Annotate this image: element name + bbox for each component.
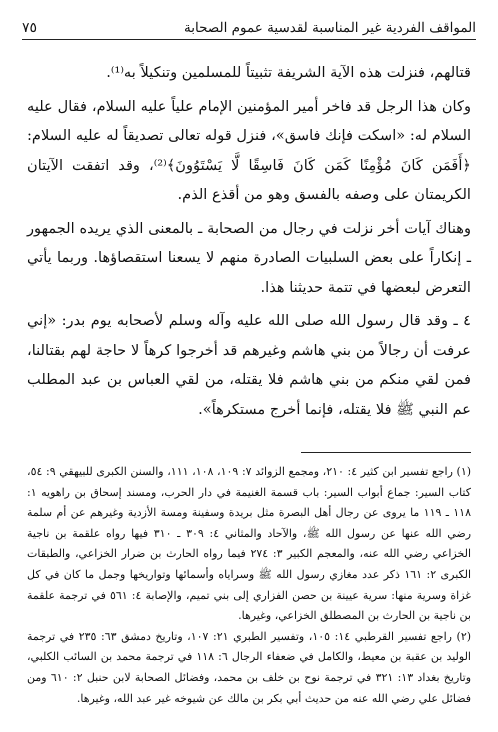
paragraph: وكان هذا الرجل قد فاخر أمير المؤمنين الإمام علياً عليه السلام، فقال عليه السلام له: «اسكت فإنك فاسق»، فنزل قوله تعالى تصديقاً له عليه السلام: ﴿أَفَمَن كَانَ مُؤْمِنًا كَمَن كَانَ فَاسِقًا لَّا يَسْتَوُونَ﴾⁽²⁾، وقد اتفقت الآيتان الكريمتان على وصفه بالفسق وهو من أقذع الذم.	[27, 97, 471, 203]
main-text	[27, 58, 471, 428]
page-header	[22, 10, 476, 40]
footnotes	[27, 462, 471, 709]
paragraph: وهناك آيات أخر نزلت في رجال من الصحابة ـ بالمعنى الذي يريده الجمهور ـ إنكاراً على بعض السلبيات الصادرة منهم لا يسعنا استقصاؤها. وربما يأتي التعرض لبعضها في تتمة حديثنا هذا.	[27, 219, 471, 296]
page-number: ٧٥	[22, 20, 38, 36]
paragraph: قتالهم، فنزلت هذه الآية الشريفة تثبيتاً للمسلمين وتنكيلاً به⁽¹⁾.	[106, 64, 471, 81]
footnote: (٢) راجع تفسير القرطبي ١٤: ١٠٥، وتفسير الطبري ٢١: ١٠٧، وتاريخ دمشق ٦٣: ٢٣٥ في ترجمة الوليد بن عقبة بن معيط، والكامل في ضعفاء الرجال ٦: ١١٨ في ترجمة محمد بن السائب الكلبي، وتاريخ بغداد ١٣: ٣٢١ في ترجمة نوح بن خلف بن محمد، وفضائل الصحابة لابن حنبل ٢: ٦١٠ ومن فضائل علي رضي الله عنه من حديث أبي بكر بن مالك عن شيوخه غير عبد الله، وغيرها.	[27, 629, 472, 705]
footnote-separator	[301, 452, 471, 453]
paragraph: ٤ ـ وقد قال رسول الله صلى الله عليه وآله وسلم لأصحابه يوم بدر: «إني عرفت أن رجالاً من بني هاشم وغيرهم قد أخرجوا كرهاً لا حاجة لهم بقتالنا، فمن لقي منكم من بني هاشم فلا يقتله، من لقي العباس بن عبد المطلب عم النبي ﷺ فلا يقتله، فإنما أخرج مستكرهاً».	[27, 312, 471, 418]
running-title: المواقف الفردية غير المناسبة لقدسية عموم الصحابة	[183, 20, 476, 36]
footnote: (١) راجع تفسير ابن كثير ٤: ٢١٠، ومجمع الزوائد ٧: ١٠٩، ١٠٨، ١١١، والسنن الكبرى للبيهقي ٩: ٥٤، كتاب السير: جماع أبواب السير: باب قسمة الغنيمة في دار الحرب، ومسند إسحاق بن راهويه ١: ١١٨ ـ ١١٩ ما يروى عن رجال أهل البصرة مثل بريدة وسفينة ومسة الأزدية وغيرهم عن أم سلمة رضي الله عنها عن رسول الله ﷺ، والآحاد والمثاني ٤: ٣٠٩ ـ ٣١٠ فيها رواه علقمة بن ناجية الخزاعي رضي الله عنه، والمعجم الكبير ٣: ٢٧٤ فيما رواه الحارث بن ضرار الخزاعي، والطبقات الكبرى ٢: ١٦١ ذكر عدد مغازي رسول الله ﷺ وسراياه وأسمائها وتواريخها وجمل ما كان في كل غزاة وسرية منها: سرية عيينة بن حصن الفزاري إلى بني تميم، والإصابة ٤: ٥٦١ في ترجمة علقمة بن ناجية بن الحارث بن المصطلق الخزاعي، وغيرها.	[27, 465, 472, 623]
